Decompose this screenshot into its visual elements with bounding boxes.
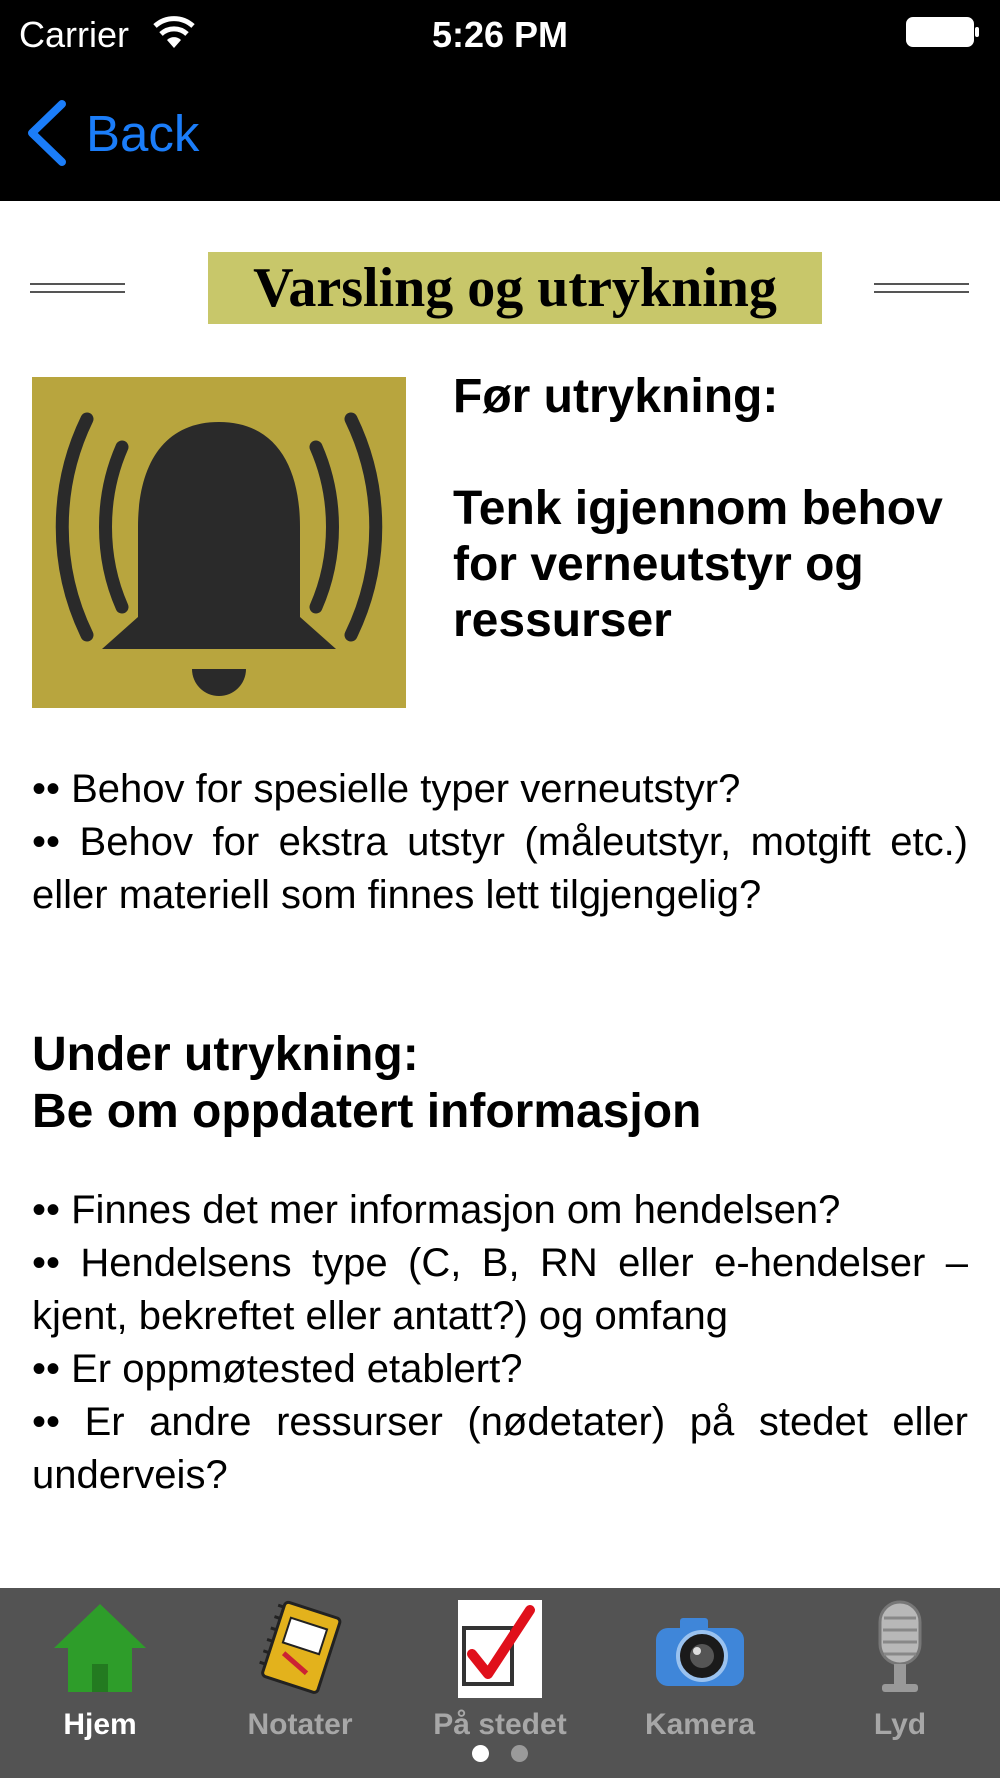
home-icon: [50, 1598, 150, 1698]
tab-pa-stedet[interactable]: [400, 1588, 600, 1758]
list-item: •• Er andre ressurser (nødetater) på stedet eller underveis?: [32, 1400, 968, 1497]
tab-notater[interactable]: [200, 1588, 400, 1758]
content-scroll-view[interactable]: [0, 201, 1000, 1588]
tab-kamera[interactable]: [600, 1588, 800, 1758]
under-subheading: Be om oppdatert informasjon: [32, 1085, 702, 1138]
divider-right: [874, 283, 969, 293]
checkbox-icon: [450, 1598, 550, 1698]
notebook-icon: [250, 1598, 350, 1698]
tab-label: Hjem: [63, 1708, 137, 1741]
list-item: •• Finnes det mer informasjon om hendelsen?: [32, 1188, 841, 1232]
page-dot-1[interactable]: [472, 1745, 489, 1762]
tab-label: På stedet: [433, 1708, 567, 1741]
back-button[interactable]: [24, 100, 199, 166]
before-section-header: [453, 369, 973, 649]
under-section-header: [32, 1026, 968, 1140]
tab-label: Lyd: [873, 1708, 927, 1741]
chevron-left-icon: [24, 100, 68, 166]
page-title: Varsling og utrykning: [208, 252, 822, 324]
status-bar: [0, 0, 1000, 64]
camera-icon: [630, 1598, 770, 1698]
list-item: •• Behov for ekstra utstyr (måleutstyr, motgift etc.) eller materiell som finnes lett tilgjengelig?: [32, 820, 968, 917]
list-item: •• Er oppmøtested etablert?: [32, 1347, 523, 1391]
divider-left: [30, 283, 125, 293]
tab-label: Kamera: [644, 1708, 756, 1741]
before-heading: Før utrykning:: [453, 370, 779, 423]
tab-hjem[interactable]: [0, 1588, 200, 1758]
tab-lyd[interactable]: [800, 1588, 1000, 1758]
tab-bar: [0, 1588, 1000, 1778]
before-list: [32, 763, 968, 922]
microphone-icon: [850, 1598, 950, 1698]
clock: 5:26 PM: [431, 14, 569, 55]
page-indicator[interactable]: [0, 1745, 1000, 1767]
navigation-bar: [0, 0, 1000, 201]
under-heading: Under utrykning:: [32, 1028, 419, 1081]
list-item: •• Behov for spesielle typer verneutstyr?: [32, 767, 741, 811]
carrier-label: Carrier: [19, 14, 130, 55]
alarm-bell-image: [32, 377, 406, 708]
tab-label: Notater: [247, 1708, 353, 1741]
before-subheading: Tenk igjennom behov for verneutstyr og ressurser: [453, 482, 943, 647]
page-dot-2[interactable]: [511, 1745, 528, 1762]
battery-icon: [906, 17, 980, 47]
bell-icon: [32, 377, 406, 708]
back-label: Back: [86, 104, 200, 162]
title-row: [30, 249, 969, 323]
under-list: [32, 1184, 968, 1502]
list-item: •• Hendelsens type (C, B, RN eller e-hendelser – kjent, bekreftet eller antatt?) og omfang: [32, 1241, 968, 1338]
